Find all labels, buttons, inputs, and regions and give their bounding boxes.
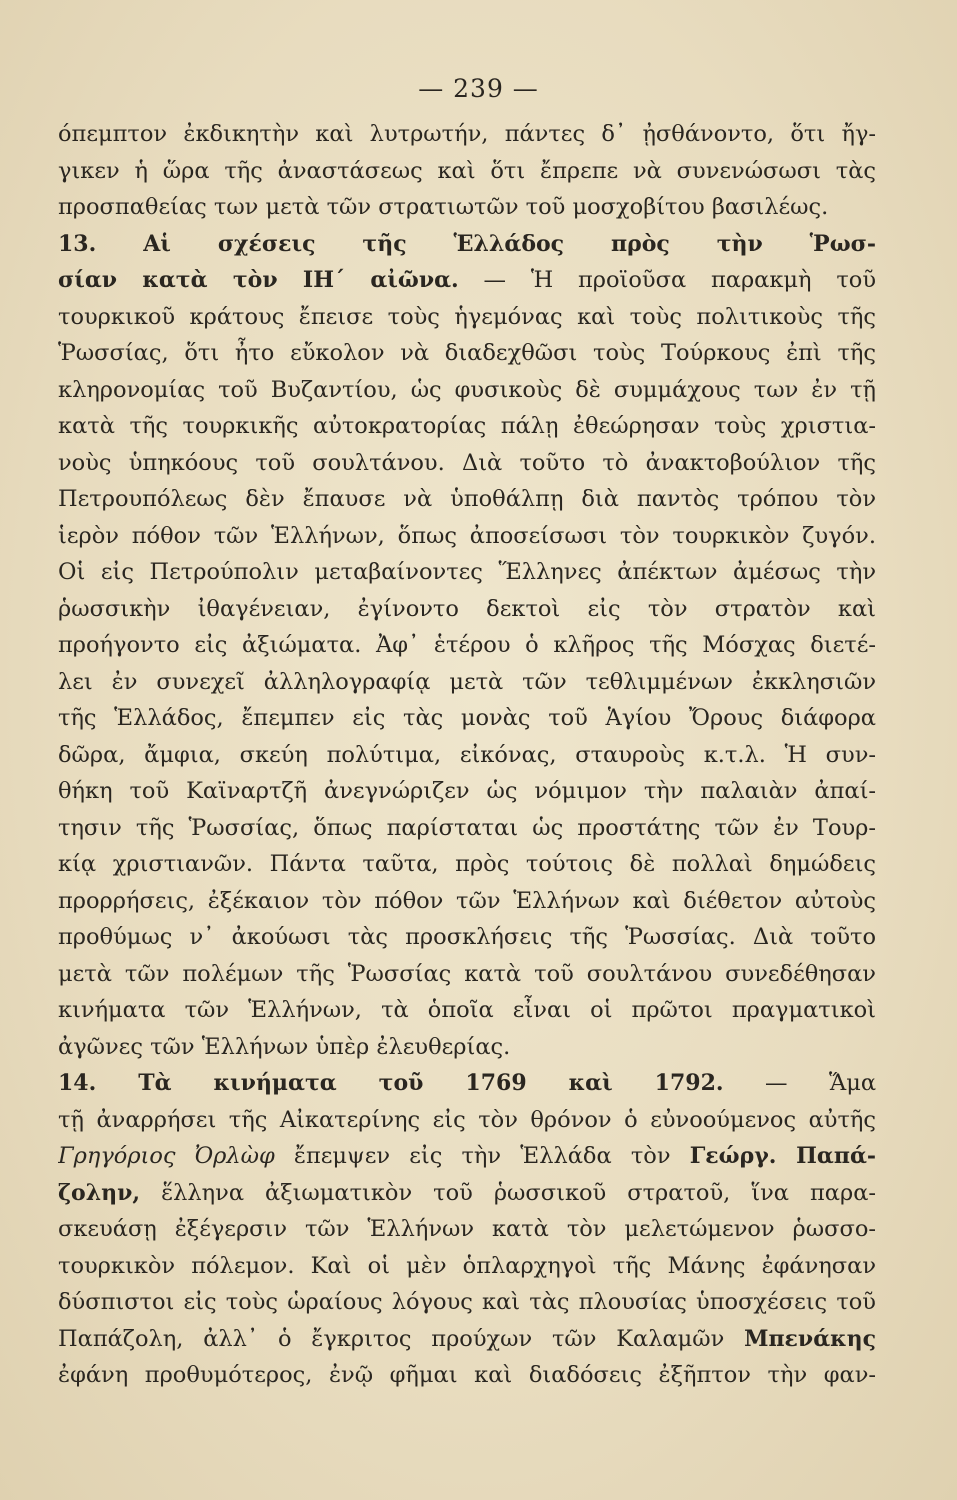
line-segment: προρρήσεις, ἐξέκαιον τὸν πόθον τῶν Ἑλλήνων καὶ διέθετον αὐτοὺς	[58, 887, 876, 914]
text-line	[58, 445, 876, 482]
line-segment: ἀγῶνες τῶν Ἑλλήνων ὑπὲρ ἐλευθερίας.	[58, 1033, 511, 1060]
line-segment: κατὰ τῆς τουρκικῆς αὐτοκρατορίας πάλῃ ἐθεώρησαν τοὺς χριστια-	[58, 413, 876, 439]
text-line	[58, 992, 876, 1029]
text-line	[58, 1211, 876, 1248]
line-segment: προήγοντο εἰς ἀξιώματα. Ἀφ᾽ ἑτέρου ὁ κλῆρος τῆς Μόσχας διετέ-	[58, 632, 876, 658]
text-line	[58, 956, 876, 993]
text-line	[58, 700, 876, 737]
text-line	[58, 737, 876, 774]
text-line	[58, 1284, 876, 1321]
line-segment: κίᾳ χριστιανῶν. Πάντα ταῦτα, πρὸς τούτοις δὲ πολλαὶ δημώδεις	[58, 851, 876, 877]
line-segment: — Ἅμα	[765, 1070, 876, 1096]
text-line	[58, 664, 876, 701]
text-line	[58, 189, 876, 226]
text-line	[58, 1175, 876, 1212]
section-heading-text: 13. Αἱ σχέσεις τῆς Ἑλλάδος πρὸς τὴν Ῥωσ-	[58, 230, 876, 257]
text-line	[58, 1357, 876, 1394]
section-heading-text: Γεώργ. Παπά-	[689, 1143, 876, 1169]
line-segment: ἕλληνα ἀξιωματικὸν τοῦ ῥωσσικοῦ στρατοῦ, ἵνα παρα-	[140, 1179, 876, 1206]
text-line	[58, 299, 876, 336]
line-segment: Οἱ εἰς Πετρούπολιν μεταβαίνοντες Ἕλληνες ἀπέκτων ἀμέσως τὴν	[58, 559, 876, 585]
text-line	[58, 554, 876, 591]
text-line	[58, 372, 876, 409]
line-segment: δύσπιστοι εἰς τοὺς ὡραίους λόγους καὶ τὰς πλουσίας ὑποσχέσεις τοῦ	[58, 1289, 876, 1315]
line-segment: λει ἐν συνεχεῖ ἀλληλογραφίᾳ μετὰ τῶν τεθλιμμένων ἐκκλησιῶν	[58, 668, 876, 695]
text-line	[58, 153, 876, 190]
page-number: — 239 —	[418, 74, 539, 103]
text-line	[58, 262, 876, 299]
line-segment: ἱερὸν πόθον τῶν Ἑλλήνων, ὅπως ἀποσείσωσι τὸν τουρκικὸν ζυγόν.	[58, 522, 876, 549]
line-segment: τησιν τῆς Ῥωσσίας, ὅπως παρίσταται ὡς προστάτης τῶν ἐν Τουρ-	[58, 814, 876, 841]
line-segment: τουρκικὸν πόλεμον. Καὶ οἱ μὲν ὁπλαρχηγοὶ τῆς Μάνης ἐφάνησαν	[58, 1252, 876, 1279]
line-segment: δῶρα, ἄμφια, σκεύη πολύτιμα, εἰκόνας, σταυροὺς κ.τ.λ. Ἡ συν-	[58, 741, 876, 768]
line-segment: μετὰ τῶν πολέμων τῆς Ῥωσσίας κατὰ τοῦ σουλτάνου συνεδέθησαν	[58, 960, 876, 987]
text-line	[58, 1029, 876, 1066]
line-segment: Παπάζολη, ἀλλ᾽ ὁ ἔγκριτος προύχων τῶν Καλαμῶν	[58, 1325, 745, 1352]
line-segment: κληρονομίας τοῦ Βυζαντίου, ὡς φυσικοὺς δὲ συμμάχους των ἐν τῇ	[58, 376, 876, 403]
line-segment: τῇ ἀναρρήσει τῆς Αἰκατερίνης εἰς τὸν θρόνον ὁ εὐνοούμενος αὐτῆς	[58, 1106, 876, 1133]
text-line	[58, 810, 876, 847]
line-segment: Γρηγόριος Ὀρλὼφ	[58, 1143, 275, 1169]
line-segment: όπεμπτον ἐκδικητὴν καὶ λυτρωτήν, πάντες δ᾽ ᾐσθάνοντο, ὅτι ἤγ-	[58, 121, 876, 147]
line-segment: νοὺς ὑπηκόους τοῦ σουλτάνου. Διὰ τοῦτο τὸ ἀνακτοβούλιον τῆς	[58, 449, 876, 476]
line-segment: γικεν ἡ ὥρα τῆς ἀναστάσεως καὶ ὅτι ἔπρεπε νὰ συνενώσωσι τὰς	[58, 157, 876, 184]
line-segment: ῥωσσικὴν ἰθαγένειαν, ἐγίνοντο δεκτοὶ εἰς τὸν στρατὸν καὶ	[58, 595, 876, 622]
line-segment: προθύμως ν᾽ ἀκούωσι τὰς προσκλήσεις τῆς Ῥωσσίας. Διὰ τοῦτο	[58, 924, 876, 950]
text-line	[58, 408, 876, 445]
text-line	[58, 883, 876, 920]
text-line	[58, 1248, 876, 1285]
text-line	[58, 591, 876, 628]
line-segment: τῆς Ἑλλάδος, ἔπεμπεν εἰς τὰς μονὰς τοῦ Ἁγίου Ὄρους διάφορα	[58, 705, 876, 731]
text-line	[58, 919, 876, 956]
text-line	[58, 1138, 876, 1175]
text-line	[58, 773, 876, 810]
line-segment: θήκη τοῦ Καϊναρτζῆ ἀνεγνώριζεν ὡς νόμιμον τὴν παλαιὰν ἀπαί-	[58, 778, 876, 804]
text-line	[58, 846, 876, 883]
section-heading-text: 14. Τὰ κινήματα τοῦ 1769 καὶ 1792.	[58, 1070, 724, 1096]
section-heading-text: σίαν κατὰ τὸν ΙΗ΄ αἰῶνα.	[58, 267, 459, 293]
line-segment: ἐφάνη προθυμότερος, ἐνῷ φῆμαι καὶ διαδόσεις ἐξῆπτον τὴν φαν-	[58, 1362, 876, 1388]
line-segment: προσπαθείας των μετὰ τῶν στρατιωτῶν τοῦ μοσχοβίτου βασιλέως.	[58, 194, 829, 220]
text-line	[58, 518, 876, 555]
body-text	[58, 116, 876, 1394]
text-line	[58, 481, 876, 518]
text-line	[58, 1065, 876, 1102]
line-segment: Πετρουπόλεως δὲν ἔπαυσε νὰ ὑποθάλπῃ διὰ παντὸς τρόπου τὸν	[58, 486, 876, 512]
text-line	[58, 226, 876, 263]
text-line	[58, 1102, 876, 1139]
text-line	[58, 1321, 876, 1358]
line-segment: σκευάσῃ ἐξέγερσιν τῶν Ἑλλήνων κατὰ τὸν μελετώμενον ῥωσσο-	[58, 1216, 876, 1242]
line-segment: ἔπεμψεν εἰς τὴν Ἑλλάδα τὸν	[274, 1143, 690, 1169]
section-heading-text: Μπενάκης	[744, 1325, 876, 1352]
line-segment: τουρκικοῦ κράτους ἔπεισε τοὺς ἡγεμόνας καὶ τοὺς πολιτικοὺς τῆς	[58, 303, 876, 330]
text-line	[58, 116, 876, 153]
text-line	[58, 335, 876, 372]
text-line	[58, 627, 876, 664]
section-heading-text: ζολην,	[58, 1179, 141, 1206]
line-segment: — Ἡ προϊοῦσα παρακμὴ τοῦ	[483, 267, 876, 293]
line-segment: Ῥωσσίας, ὅτι ἦτο εὔκολον νὰ διαδεχθῶσι τοὺς Τούρκους ἐπὶ τῆς	[58, 340, 876, 366]
line-segment: κινήματα τῶν Ἑλλήνων, τὰ ὁποῖα εἶναι οἱ πρῶτοι πραγματικοὶ	[58, 997, 876, 1023]
